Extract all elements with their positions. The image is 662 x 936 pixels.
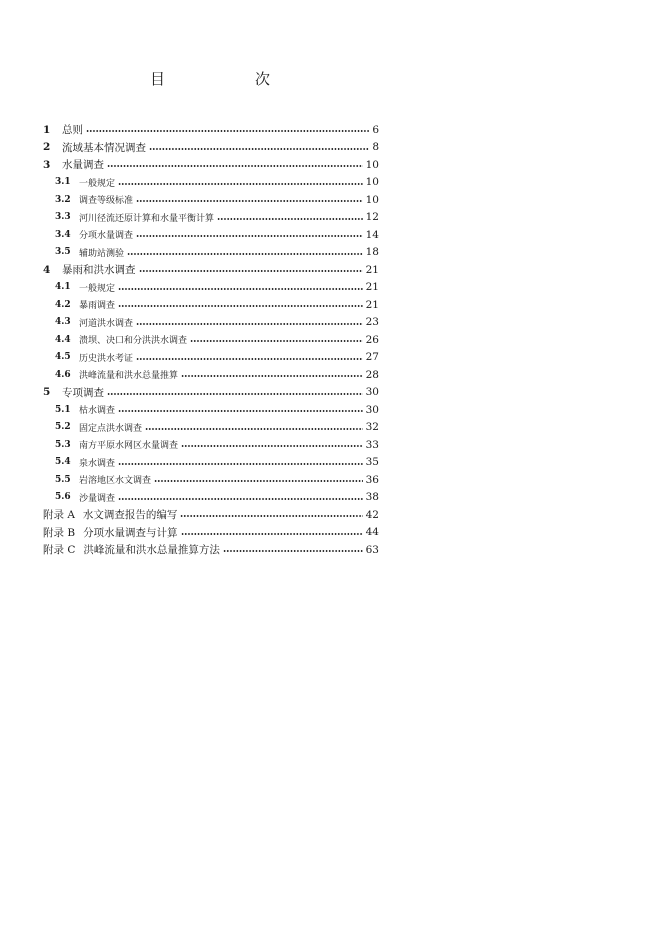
toc-entry-number: 附录 A [43, 509, 75, 522]
toc-entry-title: 泉水调查 [79, 458, 116, 469]
dot-leader [118, 498, 363, 500]
toc-entry-title: 岩溶地区水文调查 [79, 476, 152, 487]
toc-entry[interactable] [43, 349, 379, 367]
toc-entry[interactable] [43, 226, 379, 244]
dot-leader [181, 533, 363, 535]
toc-entry[interactable] [43, 454, 379, 472]
dot-leader [139, 270, 363, 272]
toc-entry-title: 辅助站测验 [79, 248, 125, 259]
dot-leader [118, 288, 363, 290]
toc-entry-page-number: 28 [365, 368, 379, 381]
toc-entry-title: 南方平原水网区水量调查 [79, 441, 179, 452]
toc-entry-title: 历史洪水考证 [79, 353, 134, 364]
toc-entry-number: 4.6 [55, 369, 71, 380]
toc-entry-number: 5.1 [55, 404, 71, 415]
title-char-left: 目 [150, 70, 166, 88]
toc-entry[interactable] [43, 244, 379, 262]
toc-entry[interactable] [43, 541, 379, 559]
toc-entry[interactable] [43, 121, 379, 139]
dot-leader [149, 148, 369, 150]
dot-leader [136, 358, 363, 360]
toc-entry-number: 附录 B [43, 526, 76, 539]
dot-leader [107, 165, 363, 167]
toc-entry-page-number: 35 [365, 456, 379, 469]
toc-entry-number: 3 [43, 158, 51, 171]
toc-entry-title: 一般规定 [79, 178, 116, 189]
toc-entry-number: 4.4 [55, 334, 71, 345]
toc-entry-title: 暴雨和洪水调查 [62, 264, 136, 277]
toc-entry[interactable] [43, 471, 379, 489]
toc-entry-title: 水量调查 [62, 159, 104, 172]
dot-leader [107, 393, 363, 395]
toc-entry-page-number: 18 [365, 246, 379, 259]
toc-entry-number: 附录 C [43, 544, 76, 557]
page-title [150, 68, 270, 89]
toc-entry-title: 溃坝、决口和分洪洪水调查 [79, 336, 188, 347]
toc-entry[interactable] [43, 331, 379, 349]
toc-entry[interactable] [43, 279, 379, 297]
toc-entry[interactable] [43, 174, 379, 192]
title-char-right: 次 [254, 70, 270, 88]
toc-entry-title: 河川径流还原计算和水量平衡计算 [79, 213, 215, 224]
toc-entry-title: 调查等级标准 [79, 196, 134, 207]
toc-entry-page-number: 10 [365, 158, 379, 171]
toc-entry[interactable] [43, 296, 379, 314]
toc-entry-number: 5.5 [55, 474, 71, 485]
toc-entry-page-number: 6 [372, 123, 379, 136]
toc-entry-number: 5 [43, 386, 51, 399]
dot-leader [118, 463, 363, 465]
toc-entry-page-number: 27 [365, 351, 379, 364]
toc-entry-title: 分项水量调查与计算 [83, 526, 178, 539]
toc-entry[interactable] [43, 139, 379, 157]
dot-leader [118, 183, 363, 185]
toc-entry[interactable] [43, 209, 379, 227]
toc-entry[interactable] [43, 489, 379, 507]
toc-entry[interactable] [43, 261, 379, 279]
toc-entry[interactable] [43, 156, 379, 174]
toc-entry-title: 分项水量调查 [79, 231, 134, 242]
toc-entry-page-number: 21 [365, 263, 379, 276]
dot-leader [136, 323, 363, 325]
toc-entry-number: 3.2 [55, 194, 71, 205]
toc-entry-number: 3.1 [55, 177, 71, 188]
toc-entry-page-number: 33 [365, 438, 379, 451]
toc-entry-page-number: 12 [365, 211, 379, 224]
toc-entry-page-number: 21 [365, 281, 379, 294]
table-of-contents [43, 121, 379, 559]
toc-entry-page-number: 30 [365, 403, 379, 416]
toc-entry-title: 固定点洪水调查 [79, 423, 143, 434]
dot-leader [154, 480, 363, 482]
toc-entry-page-number: 38 [365, 491, 379, 504]
toc-entry-number: 4.2 [55, 299, 71, 310]
toc-entry-number: 4.1 [55, 282, 71, 293]
toc-entry-title: 沙量调查 [79, 493, 116, 504]
toc-entry-page-number: 26 [365, 333, 379, 346]
toc-entry[interactable] [43, 419, 379, 437]
toc-entry-number: 3.4 [55, 229, 71, 240]
dot-leader [136, 200, 363, 202]
toc-entry[interactable] [43, 384, 379, 402]
toc-entry-title: 暴雨调查 [79, 301, 116, 312]
toc-entry[interactable] [43, 436, 379, 454]
toc-entry-title: 一般规定 [79, 283, 116, 294]
dot-leader [136, 235, 363, 237]
toc-entry-page-number: 36 [365, 473, 379, 486]
toc-entry-page-number: 30 [365, 386, 379, 399]
toc-entry-page-number: 10 [365, 193, 379, 206]
dot-leader [118, 410, 363, 412]
toc-entry-number: 5.2 [55, 422, 71, 433]
toc-entry-page-number: 23 [365, 316, 379, 329]
dot-leader [190, 340, 363, 342]
toc-entry-page-number: 63 [365, 543, 379, 556]
dot-leader [180, 515, 362, 517]
toc-entry-number: 5.4 [55, 457, 71, 468]
toc-entry-page-number: 8 [372, 141, 379, 154]
toc-entry-number: 4.5 [55, 352, 71, 363]
toc-entry-number: 4.3 [55, 317, 71, 328]
dot-leader [127, 253, 363, 255]
toc-entry-number: 3.3 [55, 212, 71, 223]
toc-entry-title: 枯水调查 [79, 406, 116, 417]
dot-leader [217, 218, 363, 220]
toc-entry-page-number: 44 [365, 526, 379, 539]
dot-leader [145, 428, 363, 430]
toc-entry[interactable] [43, 366, 379, 384]
toc-entry[interactable] [43, 314, 379, 332]
toc-entry-number: 5.3 [55, 439, 71, 450]
toc-entry-title: 水文调查报告的编写 [82, 509, 178, 522]
toc-entry-number: 1 [43, 123, 51, 136]
dot-leader [118, 305, 363, 307]
toc-entry-page-number: 14 [365, 228, 379, 241]
dot-leader [181, 375, 363, 377]
toc-entry-title: 总则 [62, 124, 83, 137]
dot-leader [181, 445, 363, 447]
toc-entry-title: 河道洪水调查 [79, 318, 134, 329]
toc-entry-page-number: 21 [365, 298, 379, 311]
toc-entry-title: 洪峰流量和洪水总量推算 [79, 371, 179, 382]
toc-entry-page-number: 10 [365, 176, 379, 189]
dot-leader [223, 550, 363, 552]
toc-entry[interactable] [43, 524, 379, 542]
toc-entry-title: 流域基本情况调查 [62, 141, 146, 154]
toc-entry[interactable] [43, 506, 379, 524]
toc-entry-number: 4 [43, 263, 51, 276]
toc-entry-page-number: 32 [365, 421, 379, 434]
toc-entry-title: 洪峰流量和洪水总量推算方法 [83, 544, 220, 557]
toc-entry[interactable] [43, 401, 379, 419]
toc-entry-title: 专项调查 [62, 386, 104, 399]
toc-entry-number: 5.6 [55, 492, 71, 503]
toc-entry-number: 3.5 [55, 247, 71, 258]
toc-entry[interactable] [43, 191, 379, 209]
dot-leader [86, 130, 369, 132]
toc-entry-page-number: 42 [365, 508, 379, 521]
toc-entry-number: 2 [43, 141, 51, 154]
